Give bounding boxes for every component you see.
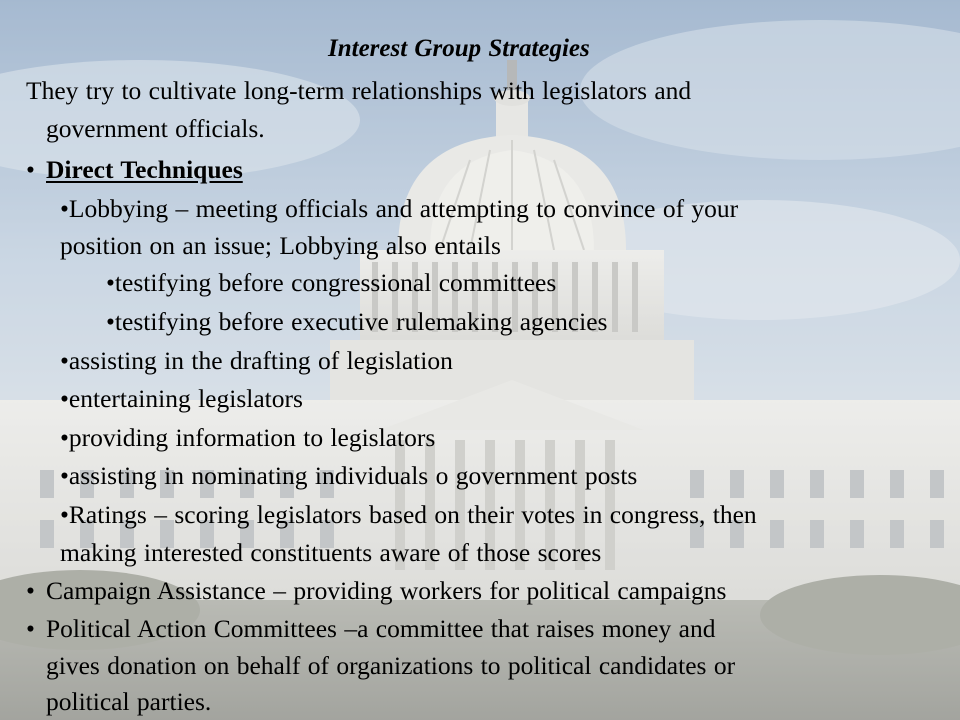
bullet-direct-techniques xyxy=(26,152,35,188)
ratings-line-2: making interested constituents aware of those scores xyxy=(60,538,602,567)
campaign-assistance: Campaign Assistance – providing workers for political campaigns xyxy=(46,576,727,605)
sub-item-testify-executive: •testifying before executive rulemaking agencies xyxy=(106,307,608,336)
lobbying-line-2: position on an issue; Lobbying also entails xyxy=(60,231,501,260)
pac-line-3: political parties. xyxy=(46,687,212,716)
pac-line-1: Political Action Committees –a committee that raises money and xyxy=(46,614,716,643)
item-providing-information: •providing information to legislators xyxy=(60,423,436,452)
ratings-line-1: •Ratings – scoring legislators based on their votes in congress, then xyxy=(60,500,757,529)
bullet-campaign xyxy=(26,573,35,609)
bullet-icon: • xyxy=(26,614,35,643)
slide-title: Interest Group Strategies xyxy=(328,35,590,62)
direct-techniques-heading: Direct Techniques xyxy=(46,155,243,184)
intro-line-2: government officials. xyxy=(46,114,265,143)
sub-item-testify-congress: •testifying before congressional committees xyxy=(106,268,557,297)
bullet-icon: • xyxy=(26,155,35,184)
item-nominating-individuals: •assisting in nominating individuals o government posts xyxy=(60,461,638,490)
bullet-pac xyxy=(26,611,35,647)
item-entertaining-legislators: •entertaining legislators xyxy=(60,384,303,413)
bullet-icon: • xyxy=(26,576,35,605)
item-drafting-legislation: •assisting in the drafting of legislation xyxy=(60,346,453,375)
lobbying-line-1: •Lobbying – meeting officials and attempting to convince of your xyxy=(60,194,739,223)
intro-line-1: They try to cultivate long-term relationships with legislators and xyxy=(26,76,692,105)
pac-line-2: gives donation on behalf of organizations to political candidates or xyxy=(46,651,736,680)
